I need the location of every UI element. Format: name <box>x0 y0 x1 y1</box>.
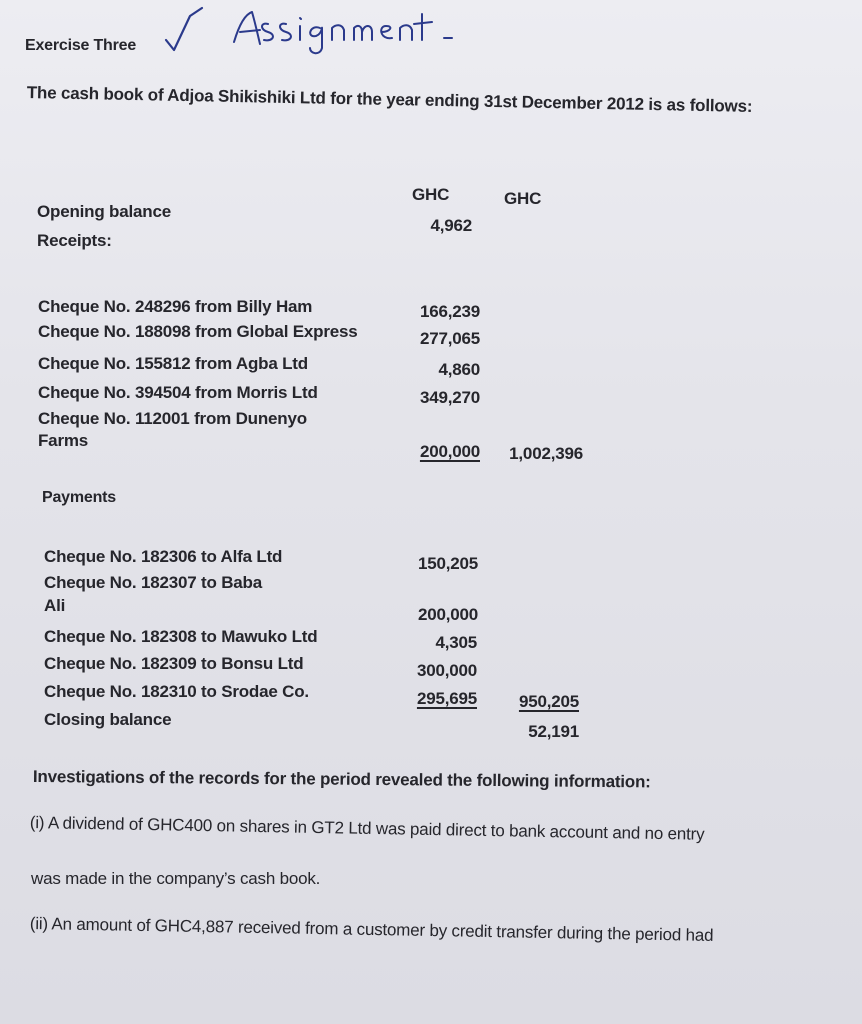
payment-item-label: Cheque No. 182309 to Bonsu Ltd <box>44 654 304 673</box>
closing-balance-amount: 52,191 <box>528 722 579 741</box>
receipts-total: 1,002,396 <box>509 444 583 463</box>
receipt-item-label: Cheque No. 248296 from Billy Ham <box>38 297 313 316</box>
intro-text: The cash book of Adjoa Shikishiki Ltd for the year ending 31st December 2012 is as follows: <box>26 83 753 116</box>
receipt-item-label: Cheque No. 155812 from Agba Ltd <box>38 354 308 373</box>
receipt-item-amount: 4,860 <box>438 360 480 379</box>
opening-balance-label: Opening balance <box>37 202 171 221</box>
payments-total: 950,205 <box>518 692 579 711</box>
payment-item-amount: 150,205 <box>417 554 478 573</box>
opening-balance-amount: 4,962 <box>430 216 472 235</box>
investigation-item-1-line-1: (i) A dividend of GHC400 on shares in GT2 Ltd was paid direct to bank account and no entry <box>29 813 705 844</box>
exercise-label: Exercise Three <box>25 37 137 54</box>
receipts-label: Receipts: <box>37 231 112 250</box>
investigation-item-2-line-1: (ii) An amount of GHC4,887 received from a customer by credit transfer during the period had <box>29 914 714 945</box>
receipt-item-amount: 277,065 <box>419 329 480 348</box>
receipt-item-label: Cheque No. 112001 from Dunenyo <box>38 409 307 428</box>
investigation-item-1-line-2: was made in the company’s cash book. <box>31 869 321 888</box>
receipt-item-label-continued: Farms <box>38 431 89 450</box>
payment-item-amount: 295,695 <box>416 689 477 708</box>
receipt-item-label: Cheque No. 394504 from Morris Ltd <box>38 383 318 402</box>
payment-item-label: Cheque No. 182308 to Mawuko Ltd <box>44 627 318 646</box>
receipt-item-amount: 166,239 <box>419 302 480 321</box>
handwritten-assignment-note <box>160 2 470 62</box>
payment-item-label: Cheque No. 182306 to Alfa Ltd <box>44 547 283 566</box>
receipt-item-amount: 200,000 <box>419 442 480 461</box>
column-header-ghc-1: GHC <box>412 185 450 204</box>
payment-item-amount: 300,000 <box>416 661 477 680</box>
payments-label: Payments <box>42 489 116 506</box>
payment-item-label: Cheque No. 182310 to Srodae Co. <box>44 682 309 701</box>
payment-item-label-continued: Ali <box>44 596 66 615</box>
payment-item-label: Cheque No. 182307 to Baba <box>44 573 262 592</box>
investigations-heading: Investigations of the records for the period revealed the following information: <box>32 767 651 792</box>
receipt-item-label: Cheque No. 188098 from Global Express <box>38 322 358 341</box>
receipt-item-amount: 349,270 <box>419 388 480 407</box>
payment-item-amount: 4,305 <box>435 633 477 652</box>
column-header-ghc-2: GHC <box>504 189 542 208</box>
payment-item-amount: 200,000 <box>417 605 478 624</box>
closing-balance-label: Closing balance <box>44 710 172 729</box>
